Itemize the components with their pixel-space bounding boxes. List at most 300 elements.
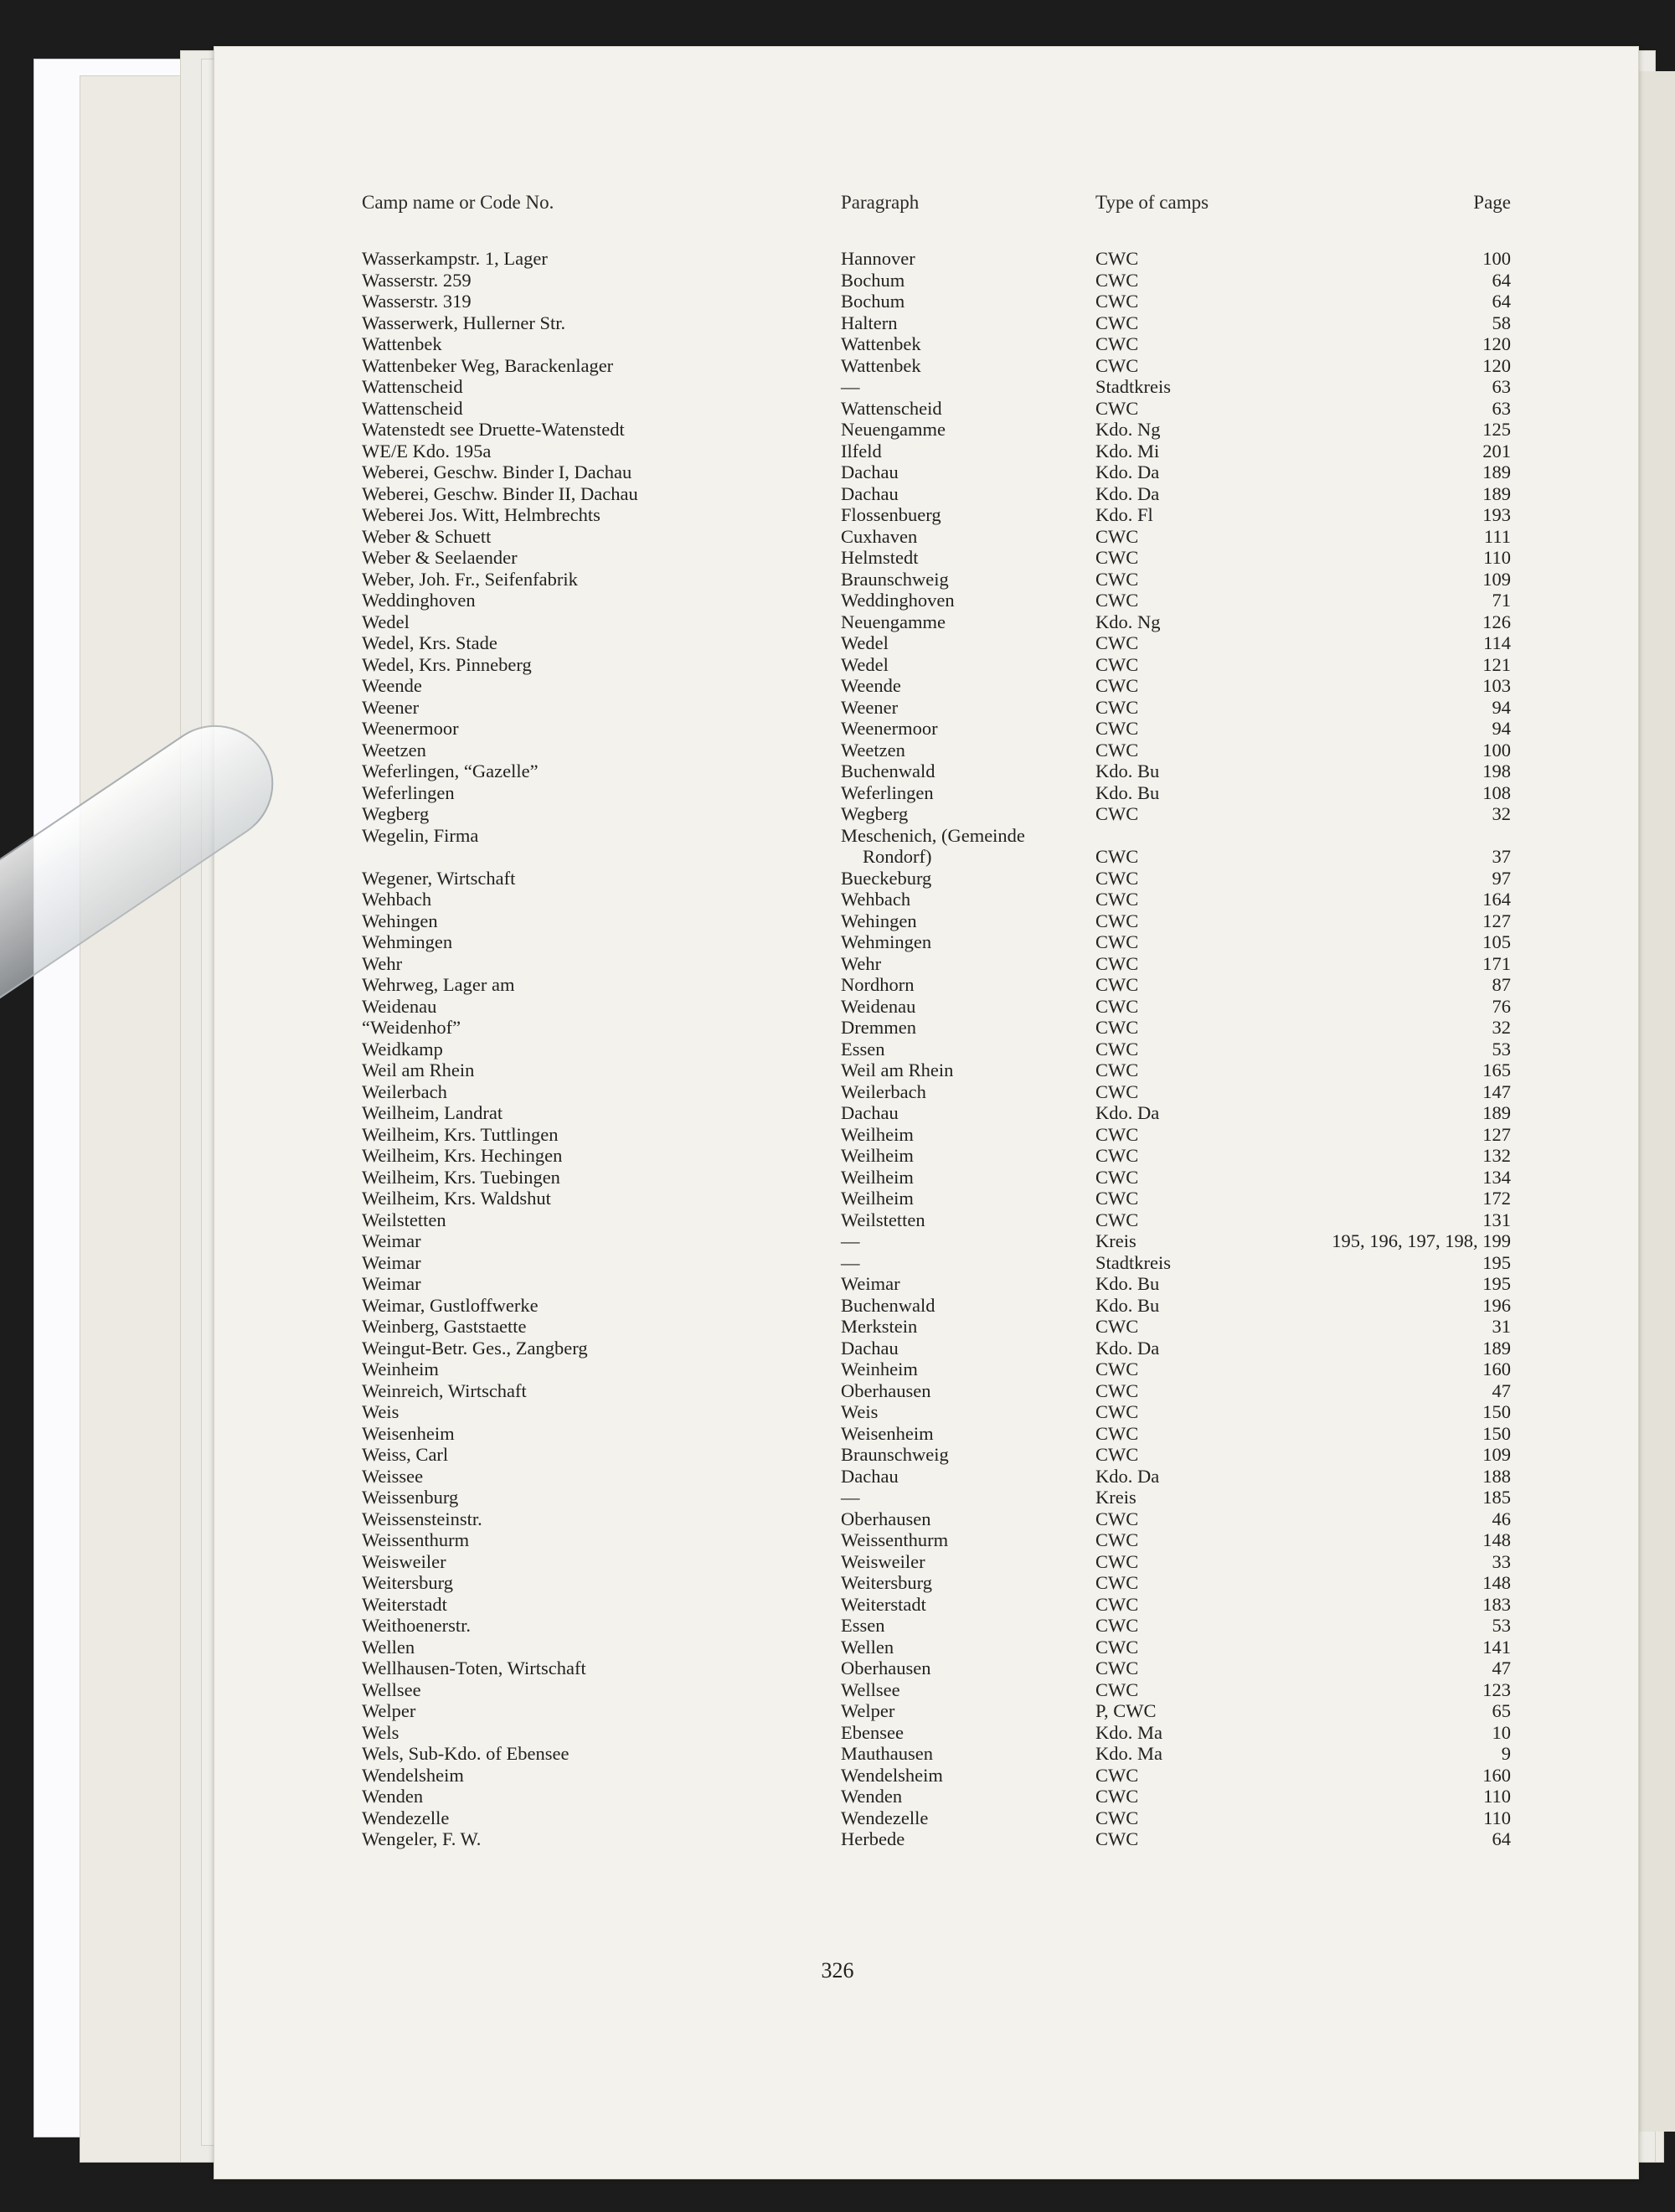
entry-type: CWC [1095, 803, 1139, 824]
entry-paragraph: Wehbach [841, 889, 911, 910]
entry-name: Wellen [362, 1636, 415, 1658]
entry-paragraph: Weiterstadt [841, 1593, 926, 1615]
table-row [0, 868, 1675, 889]
table-row [0, 1167, 1675, 1188]
table-row [0, 291, 1675, 312]
entry-page: 201 [1482, 440, 1511, 461]
entry-type: CWC [1095, 354, 1139, 376]
table-row [0, 1380, 1675, 1402]
entry-name: Weissenthurm [362, 1529, 470, 1550]
entry-page: 127 [1482, 910, 1511, 931]
entry-paragraph: Welper [841, 1700, 895, 1721]
entry-name: Weidkamp [362, 1038, 443, 1060]
entry-page: 132 [1482, 1145, 1511, 1166]
entry-name: Weber, Joh. Fr., Seifenfabrik [362, 568, 578, 590]
entry-paragraph: Bueckeburg [841, 867, 932, 889]
entry-name: Weber & Schuett [362, 525, 492, 547]
entry-name: Wegberg [362, 803, 430, 824]
entry-type: Stadtkreis [1095, 376, 1171, 397]
entry-paragraph: — [841, 1251, 860, 1273]
table-row [0, 1637, 1675, 1658]
entry-type: CWC [1095, 1529, 1139, 1550]
entry-type: Kdo. Da [1095, 1337, 1160, 1359]
entry-type: Kdo. Bu [1095, 781, 1160, 803]
entry-name: Wedel, Krs. Stade [362, 632, 497, 653]
entry-name: Wegelin, Firma [362, 824, 479, 846]
entry-type: CWC [1095, 1017, 1139, 1038]
entry-type: CWC [1095, 1401, 1139, 1422]
entry-name: Weimar, Gustloffwerke [362, 1294, 539, 1316]
entry-paragraph: Weilerbach [841, 1080, 926, 1102]
table-row [0, 1700, 1675, 1722]
entry-paragraph: Buchenwald [841, 761, 935, 781]
entry-type: CWC [1095, 1828, 1139, 1849]
entry-page: 131 [1482, 1209, 1511, 1230]
entry-paragraph: Flossenbuerg [841, 504, 941, 525]
entry-paragraph: — [841, 376, 860, 397]
entry-type: CWC [1095, 269, 1139, 291]
column-header-paragraph: Paragraph [841, 192, 920, 213]
entry-paragraph: Weende [841, 675, 901, 696]
table-row [0, 1338, 1675, 1359]
entry-paragraph: Wendelsheim [841, 1764, 943, 1786]
entry-name: Weinreich, Wirtschaft [362, 1379, 527, 1401]
table-row [0, 270, 1675, 291]
entry-type: CWC [1095, 1444, 1139, 1465]
entry-name: Weis [362, 1401, 399, 1422]
entry-paragraph: Weddinghoven [841, 590, 955, 611]
entry-name: Weberei, Geschw. Binder II, Dachau [362, 482, 638, 504]
entry-page: 46 [1492, 1508, 1511, 1529]
entry-page: 47 [1492, 1379, 1511, 1401]
entry-page: 189 [1482, 1102, 1511, 1123]
entry-type: CWC [1095, 547, 1139, 568]
entry-type: CWC [1095, 867, 1139, 889]
table-row [0, 419, 1675, 441]
entry-page: 110 [1483, 1807, 1511, 1828]
entry-paragraph: Weilheim [841, 1166, 914, 1188]
table-row [0, 974, 1675, 996]
entry-paragraph: Weinheim [841, 1359, 918, 1379]
entry-type: CWC [1095, 312, 1139, 333]
entry-name: Weinberg, Gaststaette [362, 1316, 527, 1337]
entry-paragraph: Dremmen [841, 1017, 916, 1038]
entry-type: CWC [1095, 995, 1139, 1017]
entry-page: 109 [1482, 1444, 1511, 1465]
entry-page: 195 [1482, 1251, 1511, 1273]
entry-page: 195, 196, 197, 198, 199 [1332, 1230, 1511, 1251]
entry-page: 120 [1482, 354, 1511, 376]
table-row [0, 697, 1675, 719]
entry-name: Weferlingen [362, 781, 455, 803]
entry-type: CWC [1095, 1080, 1139, 1102]
table-row [0, 355, 1675, 377]
table-row [0, 1615, 1675, 1637]
entry-page: 141 [1482, 1636, 1511, 1658]
entry-type: Kreis [1095, 1230, 1136, 1251]
entry-page: 9 [1501, 1743, 1511, 1764]
entry-paragraph: Weil am Rhein [841, 1060, 954, 1080]
entry-paragraph: Weis [841, 1401, 879, 1422]
entry-page: 125 [1482, 419, 1511, 440]
table-row [0, 953, 1675, 975]
entry-name: Weil am Rhein [362, 1060, 475, 1080]
entry-paragraph: Wattenscheid [841, 397, 942, 419]
entry-page: 121 [1482, 653, 1511, 675]
entry-name: Wasserstr. 319 [362, 291, 472, 312]
entry-paragraph: Weferlingen [841, 781, 934, 803]
entry-paragraph: Wellsee [841, 1678, 900, 1700]
entry-type: CWC [1095, 1038, 1139, 1060]
entry-page: 164 [1482, 889, 1511, 910]
entry-paragraph: Braunschweig [841, 568, 949, 590]
entry-type: CWC [1095, 952, 1139, 974]
entry-paragraph: Neuengamme [841, 611, 946, 632]
entry-type: CWC [1095, 1422, 1139, 1444]
entry-page: 147 [1482, 1080, 1511, 1102]
entry-page: 160 [1482, 1764, 1511, 1786]
entry-page: 196 [1482, 1294, 1511, 1316]
entry-paragraph: Wattenbek [841, 333, 921, 354]
table-row [0, 611, 1675, 633]
entry-name: Weingut-Betr. Ges., Zangberg [362, 1337, 588, 1359]
entry-type: P, CWC [1095, 1700, 1157, 1721]
table-row [0, 1466, 1675, 1488]
table-row [0, 569, 1675, 590]
entry-type: CWC [1095, 632, 1139, 653]
entry-page: 126 [1482, 611, 1511, 632]
entry-paragraph: Wegberg [841, 803, 909, 824]
table-row [0, 910, 1675, 932]
entry-type: CWC [1095, 1379, 1139, 1401]
table-row [0, 461, 1675, 483]
entry-name: Weddinghoven [362, 590, 476, 611]
entry-page: 58 [1492, 312, 1511, 333]
table-row [0, 1551, 1675, 1573]
entry-page: 114 [1483, 632, 1511, 653]
entry-type: CWC [1095, 1678, 1139, 1700]
entry-name: Weimar [362, 1273, 421, 1294]
entry-page: 103 [1482, 675, 1511, 696]
entry-type: CWC [1095, 1593, 1139, 1615]
entry-name: Weisenheim [362, 1422, 455, 1444]
table-row [0, 1295, 1675, 1317]
entry-page: 160 [1482, 1359, 1511, 1379]
entry-type: Kdo. Mi [1095, 440, 1160, 461]
entry-paragraph: Weilheim [841, 1145, 914, 1166]
entry-type: Kdo. Ma [1095, 1743, 1162, 1764]
entry-page: 171 [1482, 952, 1511, 974]
entry-page: 32 [1492, 803, 1511, 824]
entry-name: Wellsee [362, 1678, 421, 1700]
entry-type: Kdo. Da [1095, 1465, 1160, 1487]
table-row [0, 931, 1675, 953]
entry-paragraph: Weitersburg [841, 1572, 932, 1593]
entry-name: Watenstedt see Druette-Watenstedt [362, 419, 625, 440]
entry-type: Kdo. Bu [1095, 761, 1160, 781]
table-row [0, 376, 1675, 398]
table-row [0, 889, 1675, 910]
entry-paragraph: Essen [841, 1038, 885, 1060]
entry-type: CWC [1095, 1123, 1139, 1145]
table-row [0, 718, 1675, 740]
entry-paragraph: Buchenwald [841, 1294, 935, 1316]
entry-paragraph: Herbede [841, 1828, 905, 1849]
entry-name: Wasserstr. 259 [362, 269, 472, 291]
entry-type: CWC [1095, 590, 1139, 611]
entry-page: 64 [1492, 1828, 1511, 1849]
page-number: 326 [821, 1958, 854, 1983]
entry-page: 193 [1482, 504, 1511, 525]
entry-page: 165 [1482, 1060, 1511, 1080]
table-row [0, 1572, 1675, 1594]
entry-type: CWC [1095, 333, 1139, 354]
entry-paragraph: Weisenheim [841, 1422, 934, 1444]
entry-type: CWC [1095, 675, 1139, 696]
entry-paragraph: Wehingen [841, 910, 917, 931]
entry-type: CWC [1095, 568, 1139, 590]
table-row [0, 654, 1675, 676]
entry-name: Wegener, Wirtschaft [362, 867, 516, 889]
entry-name: Weilheim, Krs. Hechingen [362, 1145, 563, 1166]
column-header-page: Page [1473, 192, 1511, 213]
entry-type: CWC [1095, 910, 1139, 931]
entry-name: Wels [362, 1721, 399, 1743]
entry-type: Kdo. Da [1095, 482, 1160, 504]
table-row [0, 398, 1675, 420]
entry-page: 32 [1492, 1017, 1511, 1038]
entry-name: Weilheim, Landrat [362, 1102, 503, 1123]
entry-name: Wattenbeker Weg, Barackenlager [362, 354, 614, 376]
entry-paragraph: Weidenau [841, 995, 916, 1017]
entry-type: CWC [1095, 1550, 1139, 1572]
entry-paragraph: Weener [841, 696, 899, 718]
entry-name: Weberei Jos. Witt, Helmbrechts [362, 504, 600, 525]
column-header-type: Type of camps [1095, 192, 1209, 213]
entry-type: Kdo. Fl [1095, 504, 1153, 525]
table-row [0, 1807, 1675, 1829]
entry-name: “Weidenhof” [362, 1017, 461, 1038]
entry-paragraph: Oberhausen [841, 1508, 931, 1529]
table-row [0, 441, 1675, 462]
table-row [0, 1487, 1675, 1508]
table-row [0, 1145, 1675, 1167]
entry-page: 63 [1492, 397, 1511, 419]
entry-paragraph: Meschenich, (Gemeinde [841, 824, 1025, 846]
entry-type: CWC [1095, 653, 1139, 675]
entry-name: Wattenbek [362, 333, 442, 354]
entry-paragraph: Weetzen [841, 739, 905, 761]
entry-page: 110 [1483, 1786, 1511, 1807]
entry-page: 63 [1492, 376, 1511, 397]
entry-paragraph: Dachau [841, 1337, 899, 1359]
table-row [0, 1508, 1675, 1530]
entry-paragraph: Wehmingen [841, 931, 932, 952]
entry-type: Kreis [1095, 1487, 1136, 1508]
table-row [0, 590, 1675, 611]
entry-page: 53 [1492, 1038, 1511, 1060]
entry-name: Weidenau [362, 995, 437, 1017]
entry-name: Wengeler, F. W. [362, 1828, 482, 1849]
table-row [0, 1188, 1675, 1209]
entry-page: 110 [1483, 547, 1511, 568]
table-row [0, 1743, 1675, 1765]
index-table [0, 248, 1675, 1850]
entry-name: Wels, Sub-Kdo. of Ebensee [362, 1743, 570, 1764]
entry-page: 100 [1482, 739, 1511, 761]
entry-type: Kdo. Ng [1095, 419, 1161, 440]
entry-name: Weende [362, 675, 422, 696]
table-row [0, 547, 1675, 569]
entry-name: Wehrweg, Lager am [362, 974, 515, 995]
entry-name: Wendelsheim [362, 1764, 464, 1786]
entry-page: 47 [1492, 1658, 1511, 1678]
entry-page: 189 [1482, 461, 1511, 482]
entry-paragraph: Ebensee [841, 1721, 904, 1743]
entry-paragraph: Hannover [841, 248, 915, 269]
entry-name: Wehingen [362, 910, 438, 931]
table-row [0, 1209, 1675, 1231]
entry-page: 150 [1482, 1401, 1511, 1422]
table-row [0, 504, 1675, 526]
entry-page: 123 [1482, 1678, 1511, 1700]
table-row [0, 1594, 1675, 1616]
entry-paragraph: Oberhausen [841, 1658, 931, 1678]
entry-page: 64 [1492, 269, 1511, 291]
table-row [0, 1230, 1675, 1252]
entry-name: Weinheim [362, 1359, 439, 1379]
entry-name: Weissee [362, 1465, 424, 1487]
entry-name: Wehmingen [362, 931, 453, 952]
entry-paragraph: Dachau [841, 1102, 899, 1123]
entry-page: 195 [1482, 1273, 1511, 1294]
entry-type: CWC [1095, 397, 1139, 419]
entry-name: Wellhausen-Toten, Wirtschaft [362, 1658, 586, 1678]
entry-type: CWC [1095, 931, 1139, 952]
entry-type: Kdo. Bu [1095, 1273, 1160, 1294]
entry-page: 189 [1482, 482, 1511, 504]
entry-type: CWC [1095, 1572, 1139, 1593]
table-row [0, 1102, 1675, 1124]
entry-type: CWC [1095, 718, 1139, 739]
entry-paragraph: Wedel [841, 653, 889, 675]
entry-type: Kdo. Ma [1095, 1721, 1162, 1743]
entry-page: 183 [1482, 1593, 1511, 1615]
entry-paragraph: Weissenthurm [841, 1529, 949, 1550]
table-row [0, 483, 1675, 505]
entry-type: Kdo. Da [1095, 1102, 1160, 1123]
entry-page: 172 [1482, 1188, 1511, 1209]
entry-page: 37 [1492, 846, 1511, 867]
entry-type: CWC [1095, 525, 1139, 547]
entry-paragraph-continued: Rondorf) [863, 846, 932, 867]
entry-paragraph: — [841, 1487, 860, 1508]
entry-paragraph: Helmstedt [841, 547, 919, 568]
entry-paragraph: Braunschweig [841, 1444, 949, 1465]
table-row [0, 1786, 1675, 1807]
entry-name: Weilerbach [362, 1080, 447, 1102]
entry-paragraph: Wendezelle [841, 1807, 929, 1828]
entry-page: 94 [1492, 718, 1511, 739]
entry-page: 53 [1492, 1615, 1511, 1636]
entry-paragraph: Wenden [841, 1786, 903, 1807]
entry-name: Weiterstadt [362, 1593, 447, 1615]
entry-paragraph: Merkstein [841, 1316, 918, 1337]
table-row [0, 1658, 1675, 1679]
entry-type: Kdo. Ng [1095, 611, 1161, 632]
table-row [0, 675, 1675, 697]
entry-type: CWC [1095, 1060, 1139, 1080]
entry-type: CWC [1095, 846, 1139, 867]
table-row [0, 1017, 1675, 1039]
entry-type: CWC [1095, 1636, 1139, 1658]
table-row [0, 996, 1675, 1018]
entry-page: 189 [1482, 1337, 1511, 1359]
entry-name: Wattenscheid [362, 376, 463, 397]
entry-page: 76 [1492, 995, 1511, 1017]
entry-paragraph: Bochum [841, 269, 905, 291]
entry-name: Weferlingen, “Gazelle” [362, 761, 539, 781]
entry-name: Weberei, Geschw. Binder I, Dachau [362, 461, 632, 482]
table-row [0, 1081, 1675, 1103]
entry-name: Wehr [362, 952, 403, 974]
entry-page: 148 [1482, 1572, 1511, 1593]
table-row [0, 1252, 1675, 1274]
entry-type: Kdo. Bu [1095, 1294, 1160, 1316]
entry-name: Wenden [362, 1786, 424, 1807]
entry-name: Wedel, Krs. Pinneberg [362, 653, 532, 675]
entry-page: 97 [1492, 867, 1511, 889]
entry-type: CWC [1095, 291, 1139, 312]
table-row [0, 632, 1675, 654]
table-row [0, 1401, 1675, 1423]
entry-name: Weimar [362, 1251, 421, 1273]
entry-name: Weener [362, 696, 420, 718]
table-row [0, 1039, 1675, 1060]
table-row [0, 1679, 1675, 1701]
entry-name: Weilheim, Krs. Tuebingen [362, 1166, 560, 1188]
entry-name: WE/E Kdo. 195a [362, 440, 492, 461]
entry-type: CWC [1095, 1166, 1139, 1188]
entry-page: 64 [1492, 291, 1511, 312]
entry-paragraph: Weilheim [841, 1188, 914, 1209]
entry-name: Weitersburg [362, 1572, 453, 1593]
entry-name: Wattenscheid [362, 397, 463, 419]
entry-paragraph: Wehr [841, 952, 882, 974]
entry-type: CWC [1095, 248, 1139, 269]
table-row [0, 1423, 1675, 1445]
entry-paragraph: Wedel [841, 632, 889, 653]
entry-page: 120 [1482, 333, 1511, 354]
entry-name: Weissenburg [362, 1487, 459, 1508]
entry-page: 108 [1482, 781, 1511, 803]
entry-name: Weisweiler [362, 1550, 446, 1572]
entry-page: 148 [1482, 1529, 1511, 1550]
entry-name: Wasserwerk, Hullerner Str. [362, 312, 566, 333]
entry-page: 111 [1483, 525, 1511, 547]
entry-name: Wehbach [362, 889, 432, 910]
table-row [0, 1828, 1675, 1850]
entry-page: 185 [1482, 1487, 1511, 1508]
entry-page: 31 [1492, 1316, 1511, 1337]
entry-paragraph: Nordhorn [841, 974, 915, 995]
entry-name: Weber & Seelaender [362, 547, 518, 568]
entry-paragraph: Haltern [841, 312, 898, 333]
table-row [0, 526, 1675, 548]
table-row [0, 1722, 1675, 1744]
entry-paragraph: Weilheim [841, 1123, 914, 1145]
entry-paragraph: Weimar [841, 1273, 900, 1294]
